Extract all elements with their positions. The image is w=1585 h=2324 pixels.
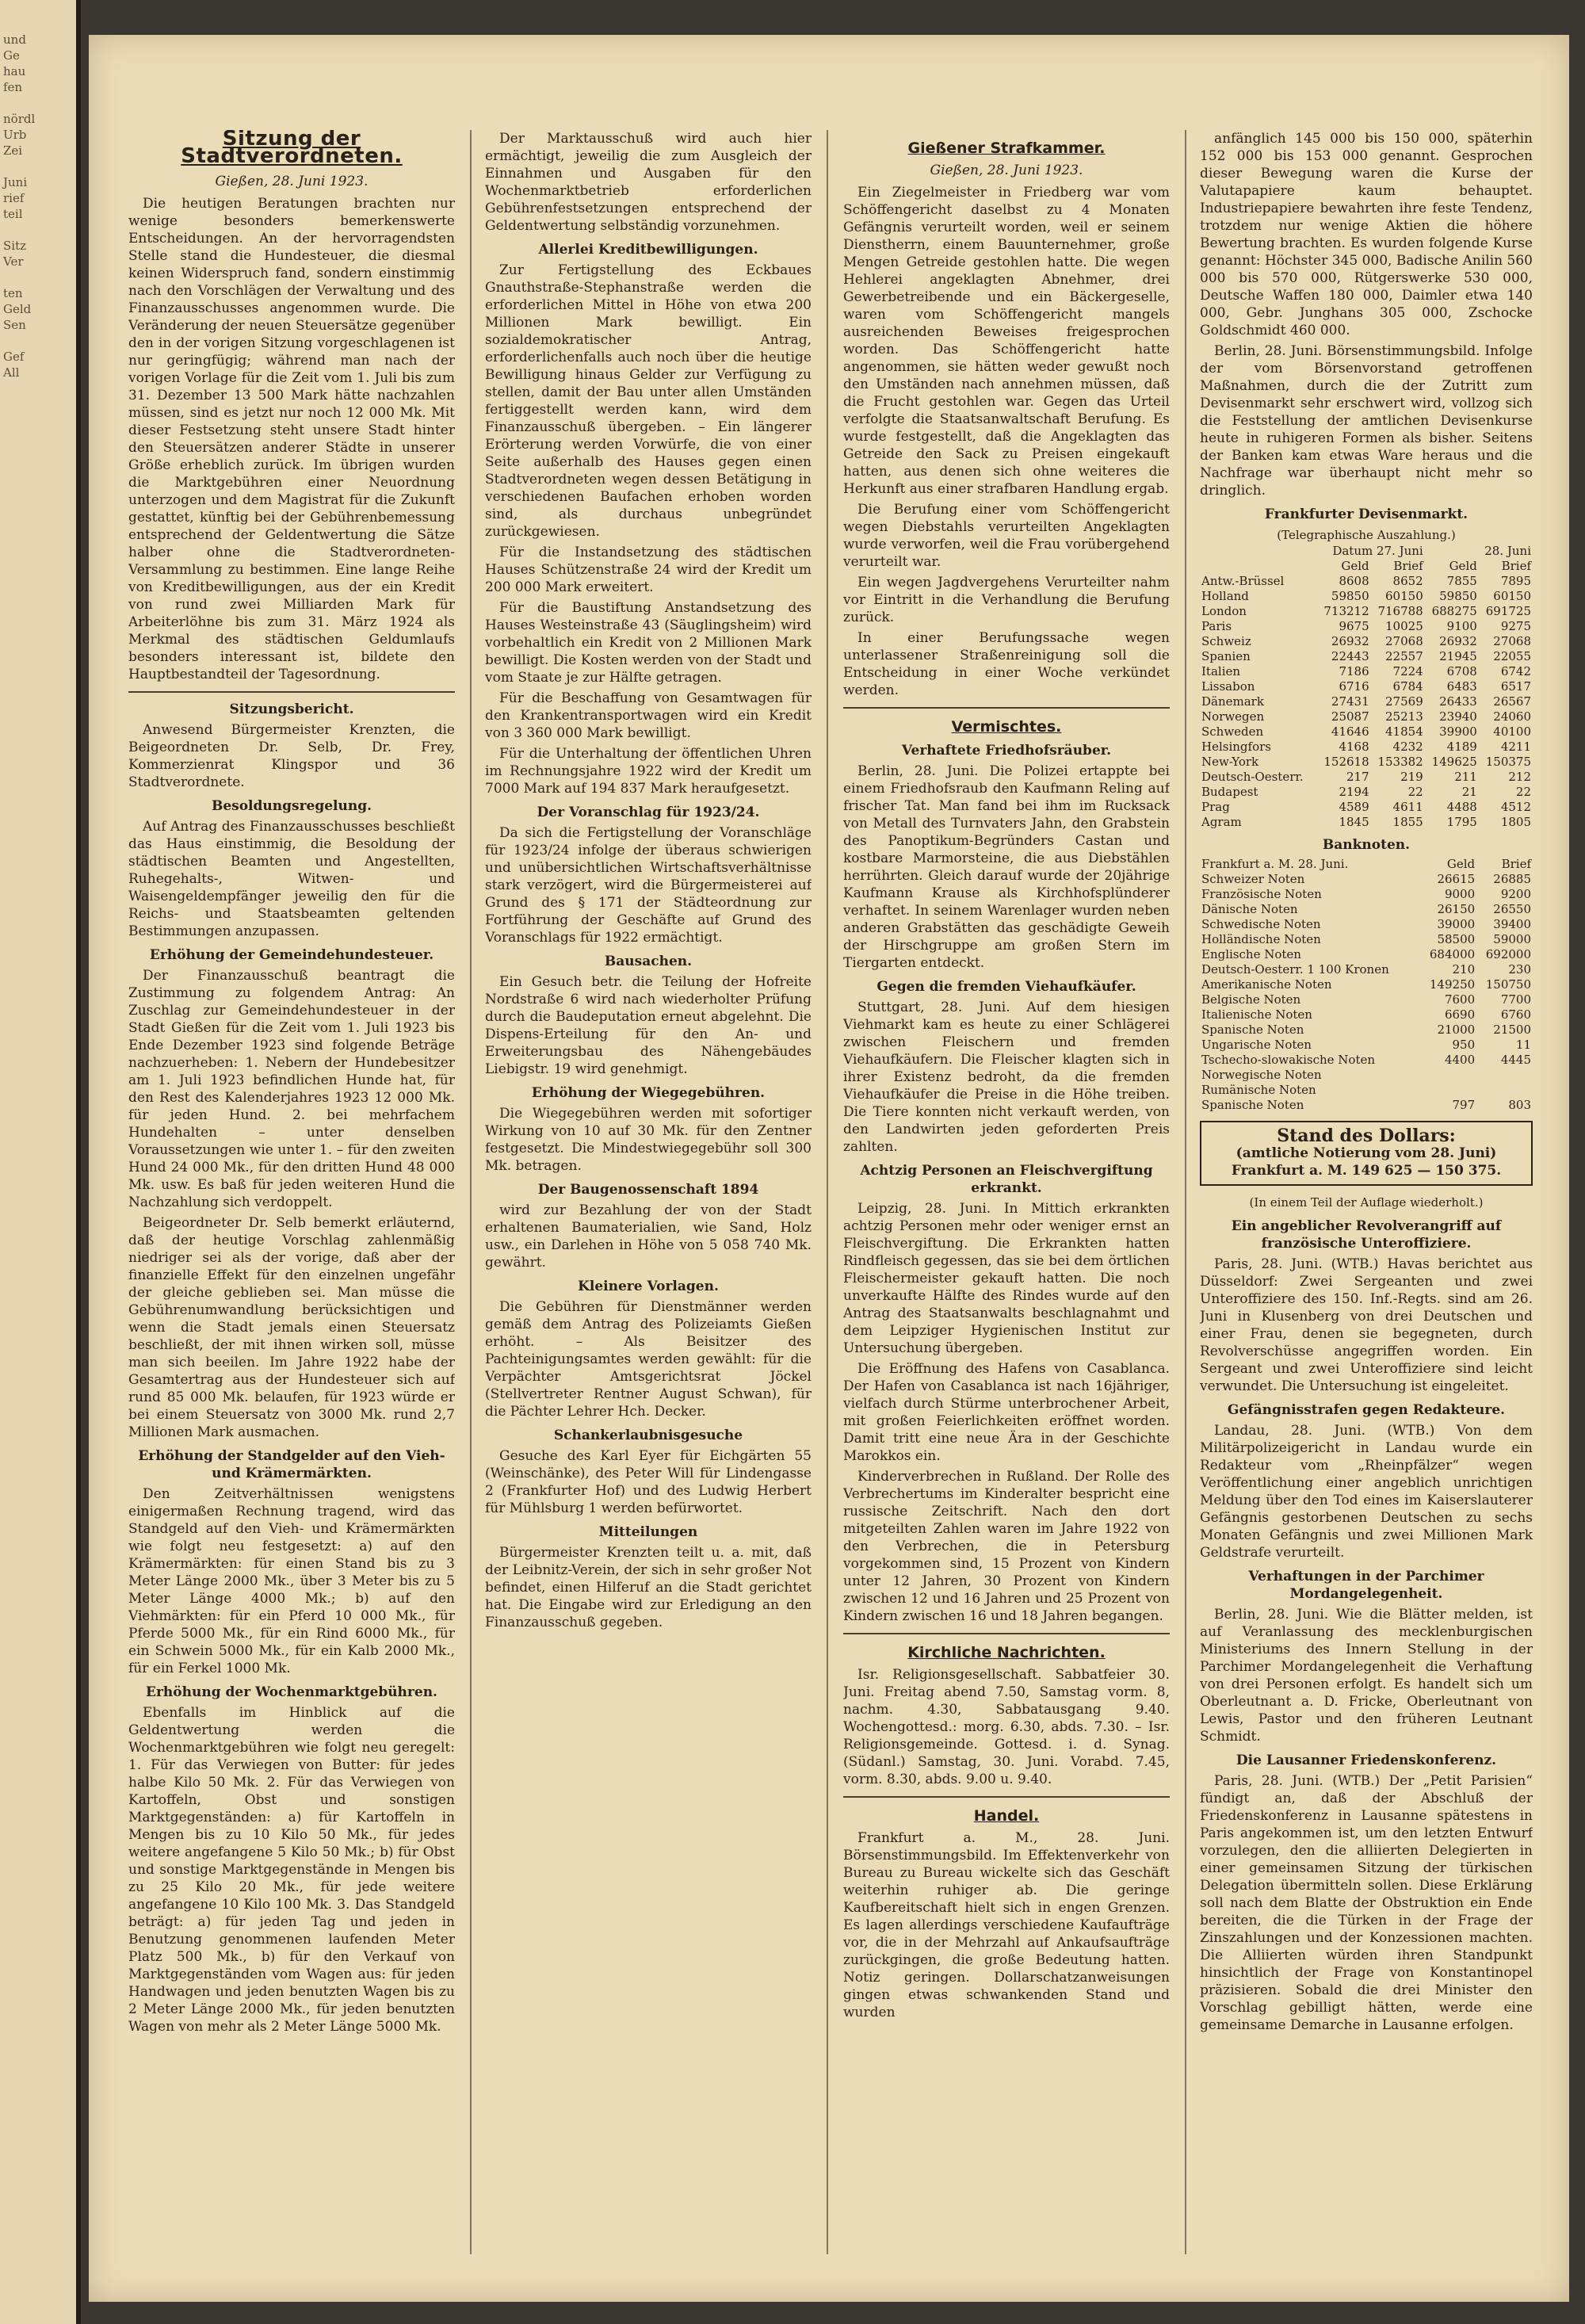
dateline: Gießen, 28. Juni 1923. xyxy=(215,174,369,189)
table-cell: 26932 xyxy=(1331,634,1369,648)
table-cell: 26615 xyxy=(1437,872,1476,886)
column-3 xyxy=(843,130,1170,2254)
table-cell: 950 xyxy=(1452,1038,1476,1052)
table-cell: 149250 xyxy=(1429,977,1476,992)
table-cell: Italien xyxy=(1201,664,1241,678)
table-cell: London xyxy=(1201,604,1247,618)
table-cell: 21000 xyxy=(1437,1022,1476,1037)
section-heading: Besoldungsregelung. xyxy=(211,798,372,814)
table-cell: 4211 xyxy=(1500,740,1531,754)
table-row xyxy=(1200,887,1533,902)
table-subtitle: (Telegraphische Auszahlung.) xyxy=(1277,528,1456,542)
table-cell: 713212 xyxy=(1323,604,1369,618)
table-cell xyxy=(1420,1068,1476,1083)
paragraph: Frankfurt a. M., 28. Juni. Börsenstimmungsbild. Im Effektenverkehr von Bureau zu Bureau wickelte sich das Geschäft weiterhin ruhiger ab. Die geringe Kaufbereitschaft hielt sich in engen Grenzen. Es lagen allerdings verschiedene Kaufaufträge vor, die in der Mehrzahl auf Ankaufsaufträge zurückgingen, die große Bedeutung hatten. Notiz geringen. Dollarschatzanweisungen gingen etwas schwankenden Stand und wurden xyxy=(843,1830,1170,2020)
table-cell: Schweizer Noten xyxy=(1201,872,1305,886)
table-cell: Deutsch-Oesterr. xyxy=(1201,770,1304,784)
table-row xyxy=(1200,992,1533,1007)
table-row xyxy=(1200,947,1533,962)
section-heading: Erhöhung der Gemeindehundesteuer. xyxy=(149,947,434,963)
table-cell: 21500 xyxy=(1493,1022,1531,1037)
table-cell: 26567 xyxy=(1493,694,1531,709)
table-cell: 1795 xyxy=(1446,815,1477,829)
table-cell: Rumänische Noten xyxy=(1201,1083,1316,1097)
table-cell: 684000 xyxy=(1429,947,1476,961)
paragraph: Die Wiegegebühren werden mit sofortiger Wirkung von 10 auf 30 Mk. für den Zentner festgesetzt. Die Mindestwiegegebühr soll 300 Mk. betragen. xyxy=(485,1106,812,1174)
table-cell: 60150 xyxy=(1385,589,1423,603)
table-row xyxy=(1200,589,1533,604)
table-row xyxy=(1200,902,1533,917)
table-cell xyxy=(1476,1083,1533,1098)
table-row xyxy=(1200,709,1533,724)
table-cell: 39900 xyxy=(1439,724,1477,739)
table-cell: 27569 xyxy=(1385,694,1423,709)
table-cell: 6742 xyxy=(1500,664,1531,678)
table-cell: Helsingfors xyxy=(1201,740,1271,754)
table-row xyxy=(1200,770,1533,785)
column-1 xyxy=(128,130,455,2254)
table-cell: Antw.-Brüssel xyxy=(1201,574,1285,588)
table-cell: 22055 xyxy=(1493,649,1531,663)
paragraph: Paris, 28. Juni. (WTB.) Havas berichtet aus Düsseldorf: Zwei Sergeanten und zwei Unteroffiziere des 150. Inf.-Regts. sind am 26. Juni in Klusenberg von drei Deutschen und einer Frau, denen sie begegneten, durch Revolverschüsse angegriffen worden. Ein Sergeant und zwei Unteroffiziere sind leicht verwundet. Die Untersuchung ist eingeleitet. xyxy=(1200,1256,1533,1394)
section-heading: Sitzungsbericht. xyxy=(229,701,354,717)
table-cell: Spanien xyxy=(1201,649,1251,663)
section-heading: Verhaftete Friedhofsräuber. xyxy=(901,743,1112,759)
table-cell: 39000 xyxy=(1437,917,1476,931)
table-cell: 27431 xyxy=(1331,694,1369,709)
table-row xyxy=(1200,962,1533,977)
table-row xyxy=(1200,679,1533,694)
table-row xyxy=(1200,1098,1533,1113)
table-row xyxy=(1200,544,1533,559)
table-cell: Dänemark xyxy=(1201,694,1264,709)
table-cell: Budapest xyxy=(1201,785,1258,799)
column-2 xyxy=(485,130,812,2254)
table-cell: Norwegen xyxy=(1201,709,1265,724)
table-row xyxy=(1200,815,1533,830)
table-header-cell: Geld xyxy=(1449,559,1477,573)
table-cell: 4445 xyxy=(1500,1053,1531,1067)
table-cell: 9200 xyxy=(1500,887,1531,901)
section-heading: Bausachen. xyxy=(604,954,693,969)
table-cell: 210 xyxy=(1452,962,1476,977)
column-rule xyxy=(1185,130,1186,2254)
paragraph: Berlin, 28. Juni. Wie die Blätter melden, ist auf Veranlassung des mecklenburgischen Ministeriums des Innern Stellung in der Parchimer Mordangelegenheit die Verhaftung von drei Personen erfolgt. Es handelt sich um Oberleutnant a. D. Fricke, Oberleutnant von Lewis, Pastor und den früheren Leutnant Schmidt. xyxy=(1200,1607,1533,1745)
table-cell: 23940 xyxy=(1439,709,1477,724)
table-cell: 60150 xyxy=(1493,589,1531,603)
table-cell: 26550 xyxy=(1493,902,1531,916)
table-cell: 59850 xyxy=(1439,589,1477,603)
table-cell: 153382 xyxy=(1377,755,1423,769)
table-cell: 26885 xyxy=(1493,872,1531,886)
paragraph: Paris, 28. Juni. (WTB.) Der „Petit Parisien“ fündigt an, daß der Abschluß der Friedenskonferenz in Lausanne spätestens in Paris angekommen ist, um den letzten Entwurf vorzulegen, den die alliierten Delegierten in einer gemeinsamen Sitzung der türkischen Delegation übermitteln sollen. Diese Erklärung soll nach dem Blatte der Obstruktion ein Ende bereiten, die die Türken in der Frage der Zinszahlungen und der Konzessionen machten. Die Alliierten würden ihren Standpunkt hinsichtlich der Frage von Konstantinopel präzisieren. Sobald die drei Minister den Vorschlag gebilligt hätten, werde eine gemeinsame Demarche in Lausanne erfolgen. xyxy=(1200,1773,1533,2033)
dollar-subtitle: (amtliche Notierung vom 28. Juni) xyxy=(1236,1145,1497,1161)
table-cell: 152618 xyxy=(1323,755,1369,769)
table-row xyxy=(1200,755,1533,770)
table-row xyxy=(1200,694,1533,709)
table-cell: 4512 xyxy=(1500,800,1531,814)
section-heading: Erhöhung der Wochenmarktgebühren. xyxy=(146,1684,437,1700)
table-row xyxy=(1200,800,1533,815)
table-cell: 4189 xyxy=(1446,740,1477,754)
table-cell: Prag xyxy=(1201,800,1230,814)
table-cell xyxy=(1420,1083,1476,1098)
table-cell: 149625 xyxy=(1431,755,1477,769)
section-heading: Gegen die fremden Viehaufkäufer. xyxy=(877,979,1136,995)
section-heading: Erhöhung der Wiegegebühren. xyxy=(531,1085,766,1101)
paragraph: Für die Beschaffung von Gesamtwagen für den Krankentransportwagen wird ein Kredit von 3 360 000 Mark bewilligt. xyxy=(485,690,812,741)
column-rule xyxy=(827,130,828,2254)
paragraph: Ein Ziegelmeister in Friedberg war vom Schöffengericht daselbst zu 4 Monaten Gefängnis verurteilt worden, weil er seinem Dienstherrn, einem Bauunternehmer, große Mengen Getreide gestohlen hatte. Die wegen Hehlerei angeklagten Abnehmer, drei Gewerbetreibende und ein Bäckergeselle, waren vom Schöffengericht mangels ausreichenden Beweises freigesprochen worden. Das Schöffengericht hatte angenommen, sie hätten weder gewußt noch den Umständen nach annehmen müssen, daß die Frucht gestohlen war. Gegen das Urteil verfolgte die Staatsanwaltschaft Berufung. Es wurde festgestellt, daß die Angeklagten das Getreide den Sack zu Preisen eingekauft hatten, aus denen sich ohne weiteres die Herkunft aus einer strafbaren Handlung ergab. xyxy=(843,185,1170,497)
table-cell: Spanische Noten xyxy=(1201,1022,1304,1037)
table-cell: 6517 xyxy=(1500,679,1531,694)
section-heading: Frankfurter Devisenmarkt. xyxy=(1264,506,1469,522)
table-row xyxy=(1200,1038,1533,1053)
paragraph: Ebenfalls im Hinblick auf die Geldentwertung werden die Wochenmarktgebühren wie folgt neu geregelt: 1. Für das Verwiegen von Butter: für jedes halbe Kilo 50 Mk. 2. Für das Verwiegen von Kartoffeln, Obst und sonstigen Marktgegenständen: a) für Kartoffeln in Mengen bis zu 10 Kilo 50 Mk., für jedes weitere angefangene 5 Kilo 50 Mk.; b) für Obst und sonstige Marktgegenstände in Mengen bis zu 25 Kilo 20 Mk., für jede weitere angefangene 10 Kilo 100 Mk. 3. Das Standgeld beträgt: a) für jeden Tag und jeden in Benutzung genommenen laufenden Meter Platz 500 Mk., b) für den Verkauf von Marktgegenständen vom Wagen aus: für jeden Handwagen und jeden benutzten Wagen bis zu 2 Meter Länge 2000 Mk., für jeden benutzten Wagen von mehr als 2 Meter Länge 5000 Mk. xyxy=(128,1705,455,2035)
table-header-cell: Brief xyxy=(1501,559,1531,573)
table-row xyxy=(1200,604,1533,619)
table-cell: 39400 xyxy=(1493,917,1531,931)
table-cell: 4488 xyxy=(1446,800,1477,814)
table-cell: 7895 xyxy=(1500,574,1531,588)
paragraph: Der Finanzausschuß beantragt die Zustimmung zu folgendem Antrag: An Zuschlag zur Gemeindehundesteuer in der Stadt Gießen für die Zeit vom 1. Juli 1923 bis Ende Dezember 1923 sind folgende Beträge nachzuerheben: 1. Nebern der Hundebesitzer am 1. Juli 1923 befindlichen Hunde hat, für den Rest des Kalenderjahres 1923 12 000 Mk. für jeden Hund. 2. bei mehrfachem Hundehalten – unter denselben Voraussetzungen wie unter 1. – für den zweiten Hund 24 000 Mk., für den dritten Hund 48 000 Mk. usw. Es baß für jeden weiteren Hund die Nachzahlung sich verdoppelt. xyxy=(128,968,455,1210)
devisen-table xyxy=(1200,544,1533,830)
paragraph: Berlin, 28. Juni. Die Polizei ertappte bei einem Friedhofsraub den Kaufmann Reling auf frischer Tat. Man fand bei ihm im Rucksack von Metall des Turnvaters Jahn, den Grabstein des Panoptikum-Begründers Castan und kostbare Marmorsteine, die aus Diebstählen herrührten. Gleich darauf wurde der 20jährige Kaufmann Krause als Kirchhofsplünderer verhaftet. In seinem Warenlager wurden neben anderen Grabstätten das geschädigte Geweih der Hirschgruppe am großen Stern im Tiergarten entdeckt. xyxy=(843,763,1170,971)
table-cell: 10025 xyxy=(1385,619,1423,633)
table-cell xyxy=(1476,1068,1533,1083)
table-cell: 150375 xyxy=(1485,755,1531,769)
section-heading: Mitteilungen xyxy=(598,1524,698,1540)
table-cell: Tschecho-slowakische Noten xyxy=(1201,1053,1376,1067)
table-cell: Norwegische Noten xyxy=(1201,1068,1322,1082)
section-heading: Verhaftungen in der Parchimer Mordangelegenheit. xyxy=(1248,1569,1484,1602)
paragraph: Auf Antrag des Finanzausschusses beschließt das Haus einstimmig, die Besoldung der städtischen Beamten und Angestellten, Ruhegehalts-, Witwen- und Waisengeldempfänger jeweilig den für die Reichs- und Staatsbeamten geltenden Bestimmungen anzupassen. xyxy=(128,819,455,939)
table-cell: 716788 xyxy=(1377,604,1423,618)
paragraph: Isr. Religionsgesellschaft. Sabbatfeier 30. Juni. Freitag abend 7.50, Samstag vorm. 8, nachm. 4.30, Sabbatausgang 9.40. Wochengottesd.: morg. 6.30, abds. 7.30. – Isr. Religionsgemeinde. Gottesd. i. d. Synag. (Südanl.) Samstag, 30. Juni. Vorabd. 7.45, vorm. 8.30, abds. 9.00 u. 9.40. xyxy=(843,1667,1170,1787)
table-cell: 688275 xyxy=(1431,604,1477,618)
table-cell: 27068 xyxy=(1385,634,1423,648)
paragraph: Bürgermeister Krenzten teilt u. a. mit, daß der Leibnitz-Verein, der sich in sehr großer Not befindet, einen Hilferuf an die Stadt gerichtet hat. Die Eingabe wird zur Erledigung an den Finanzausschuß gegeben. xyxy=(485,1545,812,1630)
table-cell: Französische Noten xyxy=(1201,887,1322,901)
table-cell: Italienische Noten xyxy=(1201,1007,1312,1022)
paragraph: anfänglich 145 000 bis 150 000, späterhin 152 000 bis 153 000 genannt. Gesprochen dieser Bewegung waren die Kurse der Valutapapiere kaum behauptet. Industriepapiere bewahrten ihre feste Tendenz, trotzdem nur wenige Aktien die höhere Bewertung brachten. Es wurden folgende Kurse genannt: Höchster 345 000, Badische Anilin 560 000 bis 570 000, Rütgerswerke 530 000, Deutsche Waffen 180 000, Daimler etwa 140 000, Gebr. Junghans 305 000, Zschocke Goldschmidt 460 000. xyxy=(1200,131,1533,338)
table-cell: 22557 xyxy=(1385,649,1423,663)
table-cell: New-York xyxy=(1201,755,1259,769)
table-cell: Holländische Noten xyxy=(1201,932,1321,946)
table-cell: 7224 xyxy=(1392,664,1423,678)
section-heading: Kleinere Vorlagen. xyxy=(578,1279,719,1294)
table-cell: 40100 xyxy=(1493,724,1531,739)
paragraph: Landau, 28. Juni. (WTB.) Von dem Militärpolizeigericht in Landau wurde ein Redakteur vom „Rheinpfälzer“ wegen Veröffentlichung einer angeblich unrichtigen Meldung über den Tod eines im Kaiserslauterer Gefängnis gestorbenen Deutschen zu sechs Monaten Gefängnis und zwei Millionen Mark Geldstrafe verurteilt. xyxy=(1200,1423,1533,1561)
paragraph: Beigeordneter Dr. Selb bemerkt erläuternd, daß der heutige Vorschlag zahlenmäßig niedriger sei als der vorige, daß aber der finanzielle Effekt für den einzelnen ungefähr der gleiche geblieben sei. Man müsse die Gebührenumwandlung berücksichtigen und wenn die Stadt jemals einen Steuersatz beschließt, der mit ihnen wirken soll, müsse man sich beeilen. Im Jahre 1922 habe der Gesamtertrag aus der Hundesteuer sich auf rund 85 000 Mk. belaufen, für 1923 würde er bei einem Steuersatz von 3000 Mk. rund 2,7 Millionen Mark ausmachen. xyxy=(128,1215,455,1440)
table-cell: Holland xyxy=(1201,589,1249,603)
table-header-cell: Brief xyxy=(1393,559,1423,573)
table-row xyxy=(1200,857,1533,872)
paragraph: Für die Instandsetzung des städtischen Hauses Schützenstraße 24 wird der Kredit um 200 000 Mark erweitert. xyxy=(485,545,812,595)
separator xyxy=(128,691,455,693)
table-cell: 22 xyxy=(1515,785,1531,799)
paragraph: Anwesend Bürgermeister Krenzten, die Beigeordneten Dr. Selb, Dr. Frey, Kommerzienrat Klingspor und 36 Stadtverordnete. xyxy=(128,722,455,790)
table-row xyxy=(1200,1007,1533,1022)
section-title-kirchliche: Kirchliche Nachrichten. xyxy=(907,1644,1106,1661)
table-cell: 26932 xyxy=(1439,634,1477,648)
table-cell: Schweden xyxy=(1201,724,1264,739)
table-cell: 797 xyxy=(1452,1098,1476,1112)
table-cell: 6716 xyxy=(1339,679,1369,694)
table-header-cell: Frankfurt a. M. 28. Juni. xyxy=(1201,857,1349,871)
section-heading: Der Voranschlag für 1923/24. xyxy=(537,805,760,820)
section-heading: Allerlei Kreditbewilligungen. xyxy=(538,242,758,258)
table-cell: 211 xyxy=(1454,770,1477,784)
section-heading: Der Baugenossenschaft 1894 xyxy=(537,1182,759,1198)
article-title-strafkammer: Gießener Strafkammer. xyxy=(907,140,1106,157)
table-cell: Spanische Noten xyxy=(1201,1098,1304,1112)
paragraph: Ein wegen Jagdvergehens Verurteilter nahm vor Eintritt in die Verhandlung die Berufung zurück. xyxy=(843,575,1170,625)
table-cell: 9675 xyxy=(1339,619,1369,633)
table-cell: 8652 xyxy=(1392,574,1423,588)
table-cell: 58500 xyxy=(1437,932,1476,946)
article-title-stadtverordnete: Sitzung der Stadtverordneten. xyxy=(181,130,403,168)
paragraph: Berlin, 28. Juni. Börsenstimmungsbild. Infolge der vom Börsenvorstand getroffenen Maßnahmen, durch die der Zutritt zum Devisenmarkt sehr erschwert wird, vollzog sich die Feststellung der amtlichen Devisenkurse heute in ruhigeren Formen als bisher. Seitens der Banken kam etwas Ware heraus und die Nachfrage war überhaupt nicht mehr so dringlich. xyxy=(1200,343,1533,499)
table-cell: Englische Noten xyxy=(1201,947,1301,961)
table-header-cell xyxy=(1200,559,1317,574)
column-rule xyxy=(470,130,472,2254)
table-cell: Schwedische Noten xyxy=(1201,917,1321,931)
table-row xyxy=(1200,1022,1533,1038)
table-cell: 217 xyxy=(1346,770,1369,784)
section-heading: Banknoten. xyxy=(1322,837,1411,853)
paragraph: Gesuche des Karl Eyer für Eichgärten 55 (Weinschänke), des Peter Will für Lindengasse 2 (Frankfurter Hof) und des Ludwig Herbert für Mühlsburg 1 werden befürwortet. xyxy=(485,1448,812,1516)
table-cell: 59000 xyxy=(1493,932,1531,946)
dollar-title: Stand des Dollars: xyxy=(1277,1126,1456,1146)
devisen-table-body xyxy=(1200,574,1533,830)
table-cell: 6760 xyxy=(1500,1007,1531,1022)
previous-page-edge xyxy=(0,0,81,2324)
table-cell: 212 xyxy=(1508,770,1531,784)
table-row xyxy=(1200,917,1533,932)
newspaper-page xyxy=(89,35,1569,2302)
table-cell: 1855 xyxy=(1392,815,1423,829)
separator xyxy=(843,707,1170,709)
previous-page-text-fragments: und Ge hau fen nördl Urb Zei Juni rief teil Sitz Ver ten Geld Sen Gef All xyxy=(3,32,36,380)
table-cell: 41854 xyxy=(1385,724,1423,739)
table-cell: 9000 xyxy=(1444,887,1476,901)
separator xyxy=(843,1796,1170,1798)
table-cell: 2194 xyxy=(1339,785,1369,799)
paragraph: Der Marktausschuß wird auch hier ermächtigt, jeweilig die zum Ausgleich der Einnahmen und Ausgaben für den Wochenmarktbetrieb erforderlichen Gebührenfestsetzungen entsprechend der Geldentwertung selbständig vorzunehmen. xyxy=(485,131,812,234)
section-heading: Schankerlaubnisgesuche xyxy=(553,1428,743,1443)
table-cell xyxy=(1200,544,1317,559)
table-row xyxy=(1200,740,1533,755)
banknoten-table xyxy=(1200,857,1533,1113)
table-cell: 26150 xyxy=(1437,902,1476,916)
paragraph: Die Gebühren für Dienstmänner werden gemäß dem Antrag des Polizeiamts Gießen erhöht. – Als Beisitzer des Pachteinigungsamtes werden gewählt: für die Verpächter Amtsgerichtsrat Jöckel (Stellvertreter Rentner August Schwan), für die Pächter Lehrer Hch. Decker. xyxy=(485,1299,812,1420)
table-cell: 4611 xyxy=(1392,800,1423,814)
table-cell: 26433 xyxy=(1439,694,1477,709)
paragraph: wird zur Bezahlung der von der Stadt erhaltenen Baumaterialien, wie Sand, Holz usw., ein Darlehen in Höhe von 5 058 740 Mk. gewährt. xyxy=(485,1202,812,1271)
table-cell: Paris xyxy=(1201,619,1232,633)
table-cell: 691725 xyxy=(1485,604,1531,618)
section-heading: Achtzig Personen an Fleischvergiftung erkrankt. xyxy=(860,1163,1153,1196)
table-row xyxy=(1200,1053,1533,1068)
paragraph: Für die Baustiftung Anstandsetzung des Hauses Westeinstraße 43 (Säuglingsheim) wird vorbehaltlich ein Kredit von 2 Millionen Mark bewilligt. Die Kosten werden von der Stadt und vom Staate je zur Hälfte getragen. xyxy=(485,600,812,686)
table-cell: Schweiz xyxy=(1201,634,1251,648)
table-cell: 9275 xyxy=(1500,619,1531,633)
column-4 xyxy=(1200,130,1533,2254)
table-cell: 1805 xyxy=(1500,815,1531,829)
table-cell: 25213 xyxy=(1385,709,1423,724)
paragraph: Zur Fertigstellung des Eckbaues Gnauthstraße-Stephanstraße werden die erforderlichen Mittel in Höhe von etwa 200 Millionen Mark bewilligt. Ein sozialdemokratischer Antrag, erforderlichenfalls auch noch über die heutige Bewilligung hinaus Gelder zur Verfügung zu stellen, damit der Bau unter allen Umständen fertiggestellt werden kann, wird dem Finanzausschuß übergeben. – Ein längerer Erörterung werden Vorwürfe, die von einer Seite außerhalb des Hauses gegen einen Stadtverordneten wegen dessen Betätigung in verschiedenen Baufachen erhoben worden sind, als durchaus unbegründet zurückgewiesen. xyxy=(485,262,812,540)
table-row xyxy=(1200,1083,1533,1098)
paragraph: Kinderverbrechen in Rußland. Der Rolle des Verbrechertums im Kinderalter bespricht eine russische Zeitschrift. Nach den dort mitgeteilten Zahlen waren im Jahre 1922 von den Verbrechen, die in Petersburg vorgekommen sind, 15 Prozent von Kindern unter 12 Jahren, 30 Prozent von Kindern zwischen 12 und 16 Jahren und 25 Prozent von Kindern zwischen 16 und 18 Jahren begangen. xyxy=(843,1469,1170,1624)
table-cell: 41646 xyxy=(1331,724,1369,739)
section-heading: Gefängnisstrafen gegen Redakteure. xyxy=(1227,1402,1506,1418)
paragraph: Die Berufung einer vom Schöffengericht wegen Diebstahls verurteilten Angeklagten wurde verworfen, weil die Frau vorübergehend verurteilt war. xyxy=(843,502,1170,570)
table-row xyxy=(1200,932,1533,947)
table-row xyxy=(1200,619,1533,634)
table-cell: 7855 xyxy=(1446,574,1477,588)
table-row xyxy=(1200,785,1533,800)
table-row xyxy=(1200,559,1533,574)
table-header-cell: Geld xyxy=(1341,559,1369,573)
table-row xyxy=(1200,649,1533,664)
paragraph: In einer Berufungssache wegen unterlassener Straßenreinigung soll die Entscheidung in einer Woche verkündet werden. xyxy=(843,630,1170,698)
table-cell: Belgische Noten xyxy=(1201,992,1301,1007)
section-heading: Die Lausanner Friedenskonferenz. xyxy=(1236,1753,1497,1768)
table-cell: Lissabon xyxy=(1201,679,1255,694)
section-title-vermischtes: Vermischtes. xyxy=(951,718,1062,736)
table-cell: 59850 xyxy=(1331,589,1369,603)
dollar-line: Frankfurt a. M. 149 625 — 150 375. xyxy=(1231,1163,1502,1179)
table-cell: 230 xyxy=(1508,962,1531,977)
table-row xyxy=(1200,724,1533,740)
paragraph: Stuttgart, 28. Juni. Auf dem hiesigen Viehmarkt kam es heute zu einer Schlägerei zwischen Fleischern und fremden Viehaufkäufern. Die Fleischer klagten sich in ihrer Existenz bedroht, da die fremden Viehaufkäufer die Preise in die Höhe treiben. Die Tiere konnten nicht verkauft werden, von den Landwirten jeden geforderten Preis zahlten. xyxy=(843,1000,1170,1155)
table-cell: 9100 xyxy=(1446,619,1477,633)
table-cell: 150750 xyxy=(1485,977,1531,992)
table-cell: 8608 xyxy=(1339,574,1369,588)
article-intro: Die heutigen Beratungen brachten nur wenige besonders bemerkenswerte Entscheidungen. An der hervorragendsten Stelle stand die Hundesteuer, die diesmal keinen Widerspruch fand, sondern einstimmig nach den Vorschlägen der Verwaltung und des Finanzausschusses angenommen wurde. Die Veränderung der neuen Steuersätze gegenüber den in der vorigen Sitzung vorgeschlagenen ist nur geringfügig; während man nach der vorigen Vorlage für die Zeit vom 1. Juli bis zum 31. Dezember 13 500 Mark hätte nachzahlen müssen, sind es jetzt nur noch 12 000 Mk. Mit dieser Festsetzung steht unsere Stadt hinter den Steuersätzen anderer Städte in unserer Größe erheblich zurück. Im übrigen wurden die Marktgebühren einer Neuordnung unterzogen und dem Magistrat für die Zukunft gestattet, künftig bei der Gebührenbemessung entsprechend der Geldentwertung die Sätze halber ohne die Stadtverordneten-Versammlung zu bestimmen. Eine lange Reihe von Kreditbewilligungen, aus der ein Kredit von rund zwei Milliarden Mark für Arbeiterlöhne bis zum 31. März 1924 als Merkmal des städtischen Geldumlaufs besonders interessant ist, bildete den Hauptbestandteil der Tagesordnung. xyxy=(128,196,455,682)
table-cell: 6690 xyxy=(1444,1007,1476,1022)
table-cell: 21945 xyxy=(1439,649,1477,663)
table-cell: 4232 xyxy=(1392,740,1423,754)
table-row xyxy=(1200,574,1533,589)
table-row xyxy=(1200,664,1533,679)
table-cell: 7700 xyxy=(1500,992,1531,1007)
table-cell: 22443 xyxy=(1331,649,1369,663)
paragraph: Für die Unterhaltung der öffentlichen Uhren im Rechnungsjahre 1922 wird der Kredit um 7000 Mark auf 194 837 Mark heraufgesetzt. xyxy=(485,746,812,797)
paragraph: Leipzig, 28. Juni. In Mittich erkrankten achtzig Personen mehr oder weniger ernst an Fleischvergiftung. Die Erkrankten hatten Rindfleisch gegessen, das sie bei dem örtlichen Fleischermeister gekauft hatten. Die noch unverkaufte Hälfte des Rindes wurde auf den Antrag des Staatsanwalts beschlagnahmt und dem Leipziger Hygienischen Institut zur Untersuchung übergeben. xyxy=(843,1201,1170,1356)
section-heading: Ein angeblicher Revolverangriff auf französische Unteroffiziere. xyxy=(1231,1218,1502,1252)
table-cell: 24060 xyxy=(1493,709,1531,724)
banknoten-table-body xyxy=(1200,872,1533,1113)
paragraph: Den Zeitverhältnissen wenigstens einigermaßen Rechnung tragend, wird das Standgeld auf den Vieh- und Krämermärkten wie folgt neu festgesetzt: a) auf den Krämermärkten: für einen Stand bis zu 3 Meter Länge 2000 Mk., über 3 Meter bis zu 5 Meter Länge 4000 Mk.; b) auf den Viehmärkten: für ein Pferd 10 000 Mk., für Pferde 5000 Mk., für ein Rind 6000 Mk., für ein Schwein 5000 Mk., für ein Kalb 2000 Mk., für ein Ferkel 1000 Mk. xyxy=(128,1486,455,1676)
table-cell: 6784 xyxy=(1392,679,1423,694)
table-cell: 11 xyxy=(1515,1038,1531,1052)
table-cell: 692000 xyxy=(1485,947,1531,961)
table-header-date: Datum 27. Juni xyxy=(1332,544,1423,558)
section-title-handel: Handel. xyxy=(973,1807,1040,1825)
table-cell: 1845 xyxy=(1339,815,1369,829)
table-cell: 4168 xyxy=(1339,740,1369,754)
table-cell: 6708 xyxy=(1446,664,1477,678)
table-cell: 21 xyxy=(1461,785,1477,799)
table-row xyxy=(1200,872,1533,887)
table-cell: 4400 xyxy=(1444,1053,1476,1067)
table-cell: 7186 xyxy=(1339,664,1369,678)
paragraph: Da sich die Fertigstellung der Voranschläge für 1923/24 infolge der überaus schwierigen und unübersichtlichen Wirtschaftsverhältnisse stark verzögert, wird die Bürgermeisterei auf Grund des § 171 der Städteordnung zur Fortführung der Geschäfte auf Grund des Voranschlags für 1922 ermächtigt. xyxy=(485,825,812,946)
table-cell: Deutsch-Oesterr. 1 100 Kronen xyxy=(1201,962,1389,977)
dateline: Gießen, 28. Juni 1923. xyxy=(930,162,1083,178)
separator xyxy=(843,1633,1170,1634)
table-cell: Ungarische Noten xyxy=(1201,1038,1312,1052)
table-cell: Amerikanische Noten xyxy=(1201,977,1332,992)
table-cell: 22 xyxy=(1407,785,1423,799)
table-header-cell: Geld xyxy=(1446,857,1476,871)
table-cell: 4589 xyxy=(1339,800,1369,814)
section-heading: Erhöhung der Standgelder auf den Vieh- und Krämermärkten. xyxy=(138,1448,445,1481)
table-header-date: 28. Juni xyxy=(1484,544,1531,558)
table-row xyxy=(1200,1068,1533,1083)
table-cell: 803 xyxy=(1508,1098,1531,1112)
paragraph: Die Eröffnung des Hafens von Casablanca. Der Hafen von Casablanca ist nach 16jähriger, vielfach durch Stürme unterbrochener Arbeit, mit großen Feierlichkeiten eröffnet worden. Damit tritt eine neue Ära in der Geschichte Marokkos ein. xyxy=(843,1361,1170,1464)
table-cell: 6483 xyxy=(1446,679,1477,694)
table-cell: Agram xyxy=(1201,815,1242,829)
table-cell: 7600 xyxy=(1444,992,1476,1007)
table-cell: Dänische Noten xyxy=(1201,902,1298,916)
table-cell: 27068 xyxy=(1493,634,1531,648)
table-row xyxy=(1200,977,1533,992)
table-row xyxy=(1200,634,1533,649)
dollar-box xyxy=(1200,1121,1533,1186)
table-cell: 219 xyxy=(1400,770,1423,784)
table-cell: 25087 xyxy=(1331,709,1369,724)
table-header-cell: Brief xyxy=(1501,857,1531,871)
repeat-note: (In einem Teil der Auflage wiederholt.) xyxy=(1249,1195,1484,1210)
paragraph: Ein Gesuch betr. die Teilung der Hofreite Nordstraße 6 wird nach wiederholter Prüfung durch die Baudeputation erneut abgelehnt. Die Dispens-Erteilung für den An- und Erweiterungsbau des Nähengebäudes Liebigstr. 19 wird genehmigt. xyxy=(485,974,812,1077)
